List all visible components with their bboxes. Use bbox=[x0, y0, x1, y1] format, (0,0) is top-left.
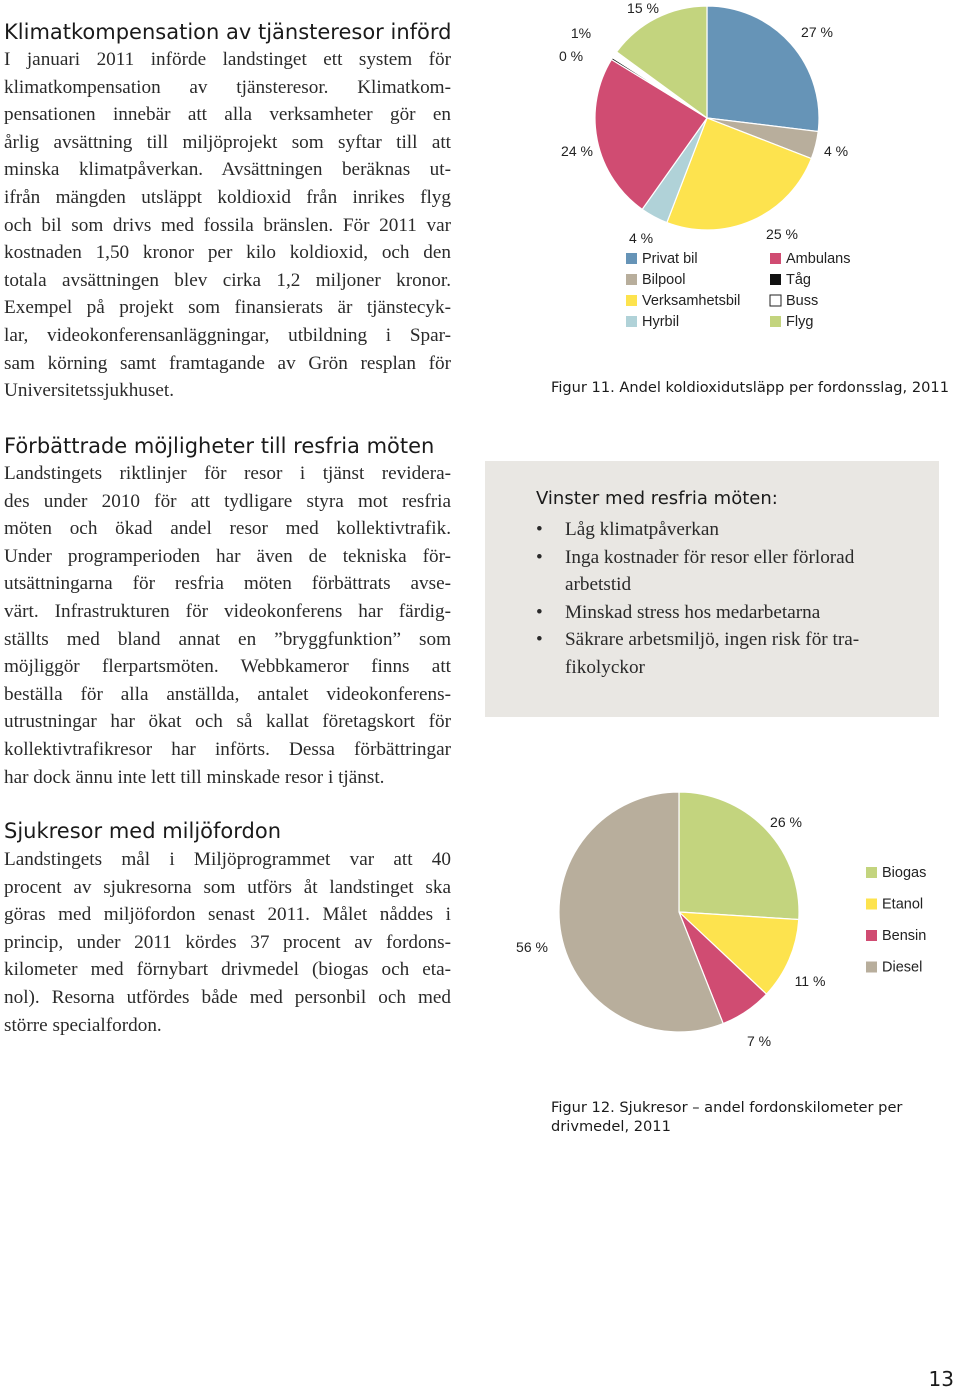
body-line: beställa för alla anställda, antalet videokonferens- bbox=[4, 683, 451, 705]
infobox-item bbox=[536, 516, 931, 544]
legend-swatch-flyg bbox=[770, 316, 781, 327]
infobox-item bbox=[536, 599, 931, 627]
legend-label-etanol: Etanol bbox=[882, 896, 924, 913]
legend-label-verksamhetsbil: Verksamhetsbil bbox=[642, 293, 741, 309]
section-heading-klimatkompensation: Klimatkompensation av tjänsteresor införd bbox=[4, 20, 452, 44]
legend-label-buss: Buss bbox=[786, 293, 819, 309]
body-line: kostnaden 1,50 kronor per kilo koldioxid, och den bbox=[4, 242, 451, 264]
body-line: möjliggör flerpartsmöten. Webbkameror finns att bbox=[4, 656, 451, 678]
legend-swatch-etanol bbox=[866, 899, 877, 910]
bullet-icon: • bbox=[536, 546, 543, 568]
slice-label-bensin: 7 % bbox=[746, 1033, 772, 1049]
resfria-moten-infobox bbox=[485, 461, 939, 717]
body-line: procent av sjukresorna som utförs åt landstinget ska bbox=[4, 876, 451, 898]
body-line: I januari 2011 införde landstinget ett system för bbox=[4, 49, 451, 70]
legend-swatch-diesel bbox=[866, 962, 877, 973]
legend-swatch-hyrbil bbox=[626, 316, 637, 327]
body-line: och bil som drivs med fossila bränslen. För 2011 var bbox=[4, 214, 451, 236]
legend-label-diesel: Diesel bbox=[882, 959, 923, 976]
body-line: kilometer med förnybart drivmedel (biogas och eta- bbox=[4, 959, 451, 981]
slice-label-etanol: 11 % bbox=[794, 973, 826, 989]
legend-label-flyg: Flyg bbox=[786, 314, 814, 330]
body-line: pensationen innebär att alla verksamheter gör en bbox=[4, 104, 451, 126]
body-line: Landstingets mål i Miljöprogrammet var att 40 bbox=[4, 849, 451, 870]
figure-11-pie-chart bbox=[540, 0, 960, 345]
slice-label-diesel: 56 % bbox=[516, 939, 548, 955]
infobox-item-line: Minskad stress hos medarbetarna bbox=[565, 601, 821, 623]
body-line: totala avsättningen blev cirka 1,2 miljoner kronor. bbox=[4, 269, 451, 291]
section-body-sjukresor bbox=[4, 846, 451, 1039]
slice-label-biogas: 26 % bbox=[770, 814, 802, 830]
body-line: Under programperioden har även de tekniska för- bbox=[4, 545, 451, 567]
infobox-item bbox=[536, 544, 931, 599]
body-line: utrustningar har ökat och så kallat företagskort för bbox=[4, 711, 451, 733]
slice-label-buss: 1% bbox=[570, 25, 592, 41]
body-line: Universitetssjukhuset. bbox=[4, 380, 175, 402]
infobox-title: Vinster med resfria möten: bbox=[536, 488, 778, 509]
body-line: klimatkompensation av tjänsteresor. Klimatkom- bbox=[4, 76, 451, 98]
slice-label-ambulans: 24 % bbox=[561, 143, 593, 159]
body-line: minska klimatpåverkan. Avsättningen beräknas ut- bbox=[4, 159, 451, 181]
figure-12-pie-chart bbox=[505, 790, 945, 1060]
body-line: kollektivtrafikresor har införts. Dessa förbättringar bbox=[4, 738, 451, 760]
body-line: sam körning samt framtagande av Grön resplan för bbox=[4, 352, 451, 374]
page-number: 13 bbox=[928, 1367, 954, 1391]
legend-label-ambulans: Ambulans bbox=[786, 251, 851, 267]
slice-label-flyg: 15 % bbox=[627, 0, 659, 16]
body-line: des under 2010 för att tydligare styra mot resfria bbox=[4, 490, 451, 512]
infobox-item-line: Inga kostnader för resor eller förlorad bbox=[565, 546, 855, 568]
infobox-item-line: Säkrare arbetsmiljö, ingen risk för tra- bbox=[565, 629, 860, 651]
slice-label-privat-bil: 27 % bbox=[801, 24, 833, 40]
bullet-icon: • bbox=[536, 629, 543, 651]
bullet-icon: • bbox=[536, 519, 543, 540]
body-line: har dock ännu inte lett till minskade resor i tjänst. bbox=[4, 766, 385, 788]
slice-label-tag: 0 % bbox=[558, 48, 584, 64]
figure-12-caption bbox=[551, 1098, 902, 1136]
legend-label-bensin: Bensin bbox=[882, 928, 927, 944]
body-line: lar, videokonferensanläggningar, utbildning i Spar- bbox=[4, 324, 451, 346]
body-line: göras med miljöfordon senast 2011. Målet nåddes i bbox=[4, 904, 451, 926]
body-line: möten och ökad andel resor med kollektivtrafik. bbox=[4, 518, 451, 540]
legend-swatch-tag bbox=[770, 274, 781, 285]
body-line: årlig avsättning till miljöprojekt som syftar till att bbox=[4, 131, 451, 153]
infobox-item-line: arbetstid bbox=[565, 574, 632, 596]
slice-label-bilpool: 4 % bbox=[823, 143, 849, 159]
pie-slice-biogas bbox=[679, 792, 799, 920]
legend-swatch-verksamhetsbil bbox=[626, 295, 637, 306]
legend-label-biogas: Biogas bbox=[882, 865, 927, 881]
infobox-list bbox=[536, 516, 931, 682]
body-line: ställts med bland annat en ”bryggfunktion” som bbox=[4, 628, 451, 650]
body-line: ifrån mängden utsläppt koldioxid från inrikes flyg bbox=[4, 186, 451, 208]
infobox-item bbox=[536, 626, 931, 681]
body-line: princip, under 2011 kördes 37 procent av fordons- bbox=[4, 931, 451, 953]
slice-label-verksamhetsbil: 25 % bbox=[766, 226, 798, 242]
legend-label-hyrbil: Hyrbil bbox=[642, 314, 680, 330]
bullet-icon: • bbox=[536, 601, 543, 623]
legend-label-bilpool: Bilpool bbox=[642, 272, 686, 288]
legend-swatch-privat-bil bbox=[626, 253, 637, 264]
body-line: Landstingets riktlinjer för resor i tjänst revidera- bbox=[4, 463, 451, 484]
section-body-klimatkompensation bbox=[4, 46, 451, 405]
legend-label-privat-bil: Privat bil bbox=[642, 251, 698, 267]
legend-swatch-bilpool bbox=[626, 274, 637, 285]
caption-line: Figur 12. Sjukresor – andel fordonskilometer per bbox=[551, 1099, 903, 1116]
body-line: större specialfordon. bbox=[4, 1014, 162, 1036]
legend-swatch-ambulans bbox=[770, 253, 781, 264]
section-heading-resfria-moten: Förbättrade möjligheter till resfria möten bbox=[4, 434, 435, 458]
figure-11-caption bbox=[551, 378, 949, 397]
body-line: Exempel på projekt som finansierats är tjänstecyk- bbox=[4, 297, 451, 319]
legend-swatch-bensin bbox=[866, 930, 877, 941]
legend-label-tag: Tåg bbox=[786, 272, 811, 288]
body-line: utsättningarna för resfria möten förbättrats avse- bbox=[4, 573, 451, 595]
caption-line: Figur 11. Andel koldioxidutsläpp per fordonsslag, 2011 bbox=[551, 379, 949, 396]
legend-swatch-biogas bbox=[866, 867, 877, 878]
slice-label-hyrbil: 4 % bbox=[628, 230, 654, 246]
legend-swatch-buss bbox=[770, 295, 781, 306]
body-line: värt. Infrastrukturen för videokonferens har färdig- bbox=[4, 600, 451, 622]
caption-line: drivmedel, 2011 bbox=[551, 1118, 671, 1135]
infobox-item-line: fikolyckor bbox=[565, 656, 645, 678]
body-line: nol). Resorna utfördes både med personbil och med bbox=[4, 986, 451, 1008]
section-heading-sjukresor: Sjukresor med miljöfordon bbox=[4, 819, 282, 843]
section-body-resfria-moten bbox=[4, 460, 451, 791]
infobox-item-line: Låg klimatpåverkan bbox=[565, 519, 719, 540]
